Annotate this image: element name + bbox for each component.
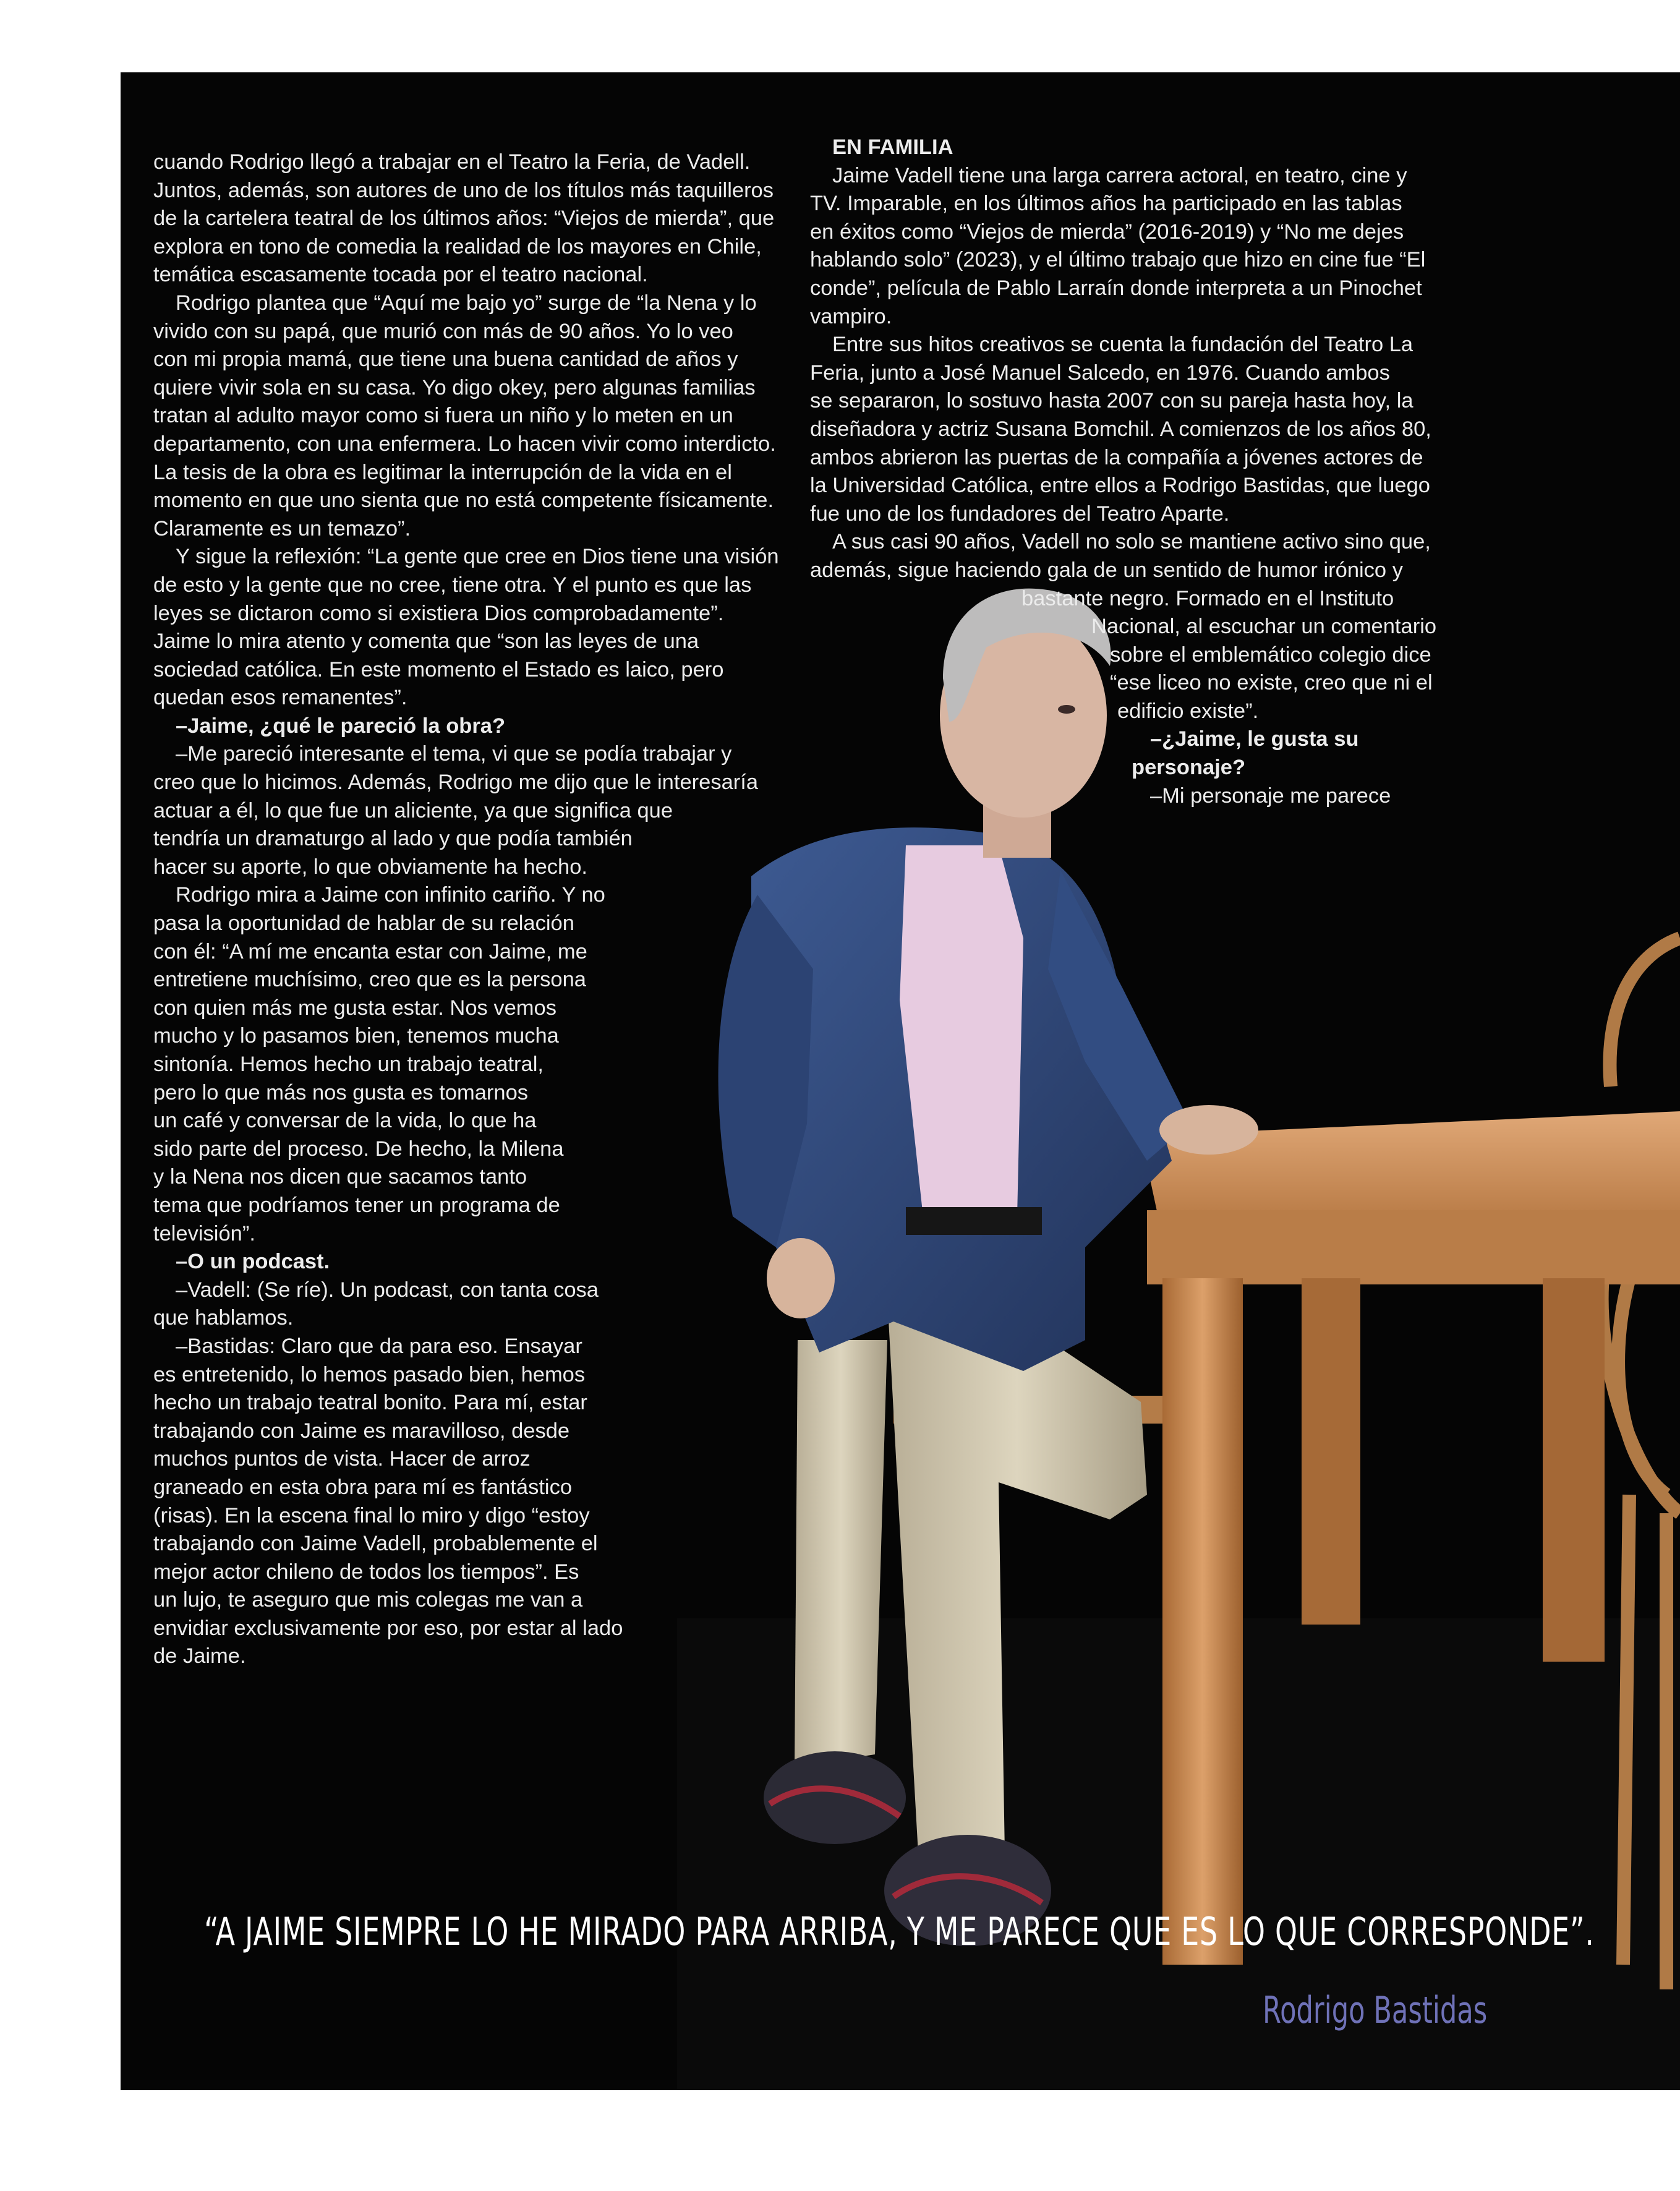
text-line: Nacional, al escuchar un comentario: [1091, 615, 1437, 639]
text-line: diseñadora y actriz Susana Bomchil. A comienzos de los años 80,: [810, 417, 1431, 441]
text-line: es entretenido, lo hemos pasado bien, hemos: [153, 1362, 586, 1386]
text-line: TV. Imparable, en los últimos años ha participado en las tablas: [810, 192, 1402, 216]
text-line: departamento, con una enfermera. Lo hacen vivir como interdicto.: [153, 432, 776, 456]
text-line: Y sigue la reflexión: “La gente que cree en Dios tiene una visión: [176, 545, 779, 569]
text-line: momento en que uno sienta que no está competente físicamente.: [153, 489, 774, 513]
text-line: mejor actor chileno de todos los tiempos”. Es: [153, 1560, 579, 1584]
text-line: en éxitos como “Viejos de mierda” (2016-2019) y “No me dejes: [810, 220, 1404, 244]
text-line: sintonía. Hemos hecho un trabajo teatral,: [153, 1053, 544, 1076]
text-line: Jaime Vadell tiene una larga carrera actoral, en teatro, cine y: [832, 163, 1407, 187]
text-line: –Bastidas: Claro que da para eso. Ensayar: [176, 1334, 582, 1358]
text-line: leyes se dictaron como si existiera Dios comprobadamente”.: [153, 601, 724, 625]
text-line: trabajando con Jaime Vadell, probablemente el: [153, 1532, 598, 1556]
text-line: hacer su aporte, lo que obviamente ha hecho.: [153, 855, 587, 879]
text-line: hablando solo” (2023), y el último trabajo que hizo en cine fue “El: [810, 248, 1426, 272]
interview-question: personaje?: [1132, 756, 1246, 780]
text-line: Feria, junto a José Manuel Salcedo, en 1976. Cuando ambos: [810, 361, 1390, 385]
text-line: quiere vivir sola en su casa. Yo digo okey, pero algunas familias: [153, 375, 756, 399]
text-line: que hablamos.: [153, 1306, 294, 1330]
text-line: entretiene muchísimo, creo que es la persona: [153, 968, 586, 992]
text-line: envidiar exclusivamente por eso, por estar al lado: [153, 1616, 623, 1640]
text-line: con él: “A mí me encanta estar con Jaime, me: [153, 939, 587, 963]
text-line: y la Nena nos dicen que sacamos tanto: [153, 1165, 527, 1189]
text-line: con mi propia mamá, que tiene una buena cantidad de años y: [153, 348, 738, 372]
interview-question: –¿Jaime, le gusta su: [1150, 727, 1359, 751]
text-line: graneado en esta obra para mí es fantástico: [153, 1475, 573, 1499]
text-line: de la cartelera teatral de los últimos años: “Viejos de mierda”, que: [153, 207, 775, 231]
text-line: “ese liceo no existe, creo que ni el: [1110, 671, 1433, 695]
text-line: con quien más me gusta estar. Nos vemos: [153, 996, 556, 1020]
article-column-right: [810, 134, 1436, 810]
text-line: Claramente es un temazo”.: [153, 516, 411, 540]
text-line: de esto y la gente que no cree, tiene otra. Y el punto es que las: [153, 573, 752, 597]
text-line: de Jaime.: [153, 1644, 246, 1668]
quote-author: Rodrigo Bastidas: [1263, 1989, 1488, 2032]
text-line: Rodrigo mira a Jaime con infinito cariño. Y no: [176, 883, 605, 907]
text-line: A sus casi 90 años, Vadell no solo se mantiene activo sino que,: [832, 530, 1431, 554]
photo-panel: [121, 72, 1680, 2090]
text-line: pero lo que más nos gusta es tomarnos: [153, 1080, 529, 1104]
text-line: –Me pareció interesante el tema, vi que se podía trabajar y: [176, 742, 732, 766]
text-line: sociedad católica. En este momento el Estado es laico, pero: [153, 657, 724, 681]
text-line: un lujo, te aseguro que mis colegas me van a: [153, 1588, 583, 1612]
text-line: sobre el emblemático colegio dice: [1110, 643, 1431, 667]
text-line: vampiro.: [810, 304, 892, 328]
text-line: temática escasamente tocada por el teatro nacional.: [153, 263, 648, 287]
text-line: creo que lo hicimos. Además, Rodrigo me dijo que le interesaría: [153, 771, 759, 795]
text-line: tema que podríamos tener un programa de: [153, 1193, 560, 1217]
text-line: hecho un trabajo teatral bonito. Para mí, estar: [153, 1391, 587, 1415]
text-line: Jaime lo mira atento y comenta que “son las leyes de una: [153, 630, 699, 654]
text-line: –Mi personaje me parece: [1150, 784, 1391, 808]
text-line: explora en tono de comedia la realidad de los mayores en Chile,: [153, 234, 762, 258]
text-line: sido parte del proceso. De hecho, la Milena: [153, 1137, 564, 1161]
text-line: –Vadell: (Se ríe). Un podcast, con tanta cosa: [176, 1278, 599, 1302]
text-line: Entre sus hitos creativos se cuenta la fundación del Teatro La: [832, 333, 1414, 357]
text-line: tratan al adulto mayor como si fuera un niño y lo meten en un: [153, 404, 733, 428]
text-line: bastante negro. Formado en el Instituto: [1021, 586, 1394, 610]
text-line: actuar a él, lo que fue un aliciente, ya que significa que: [153, 798, 673, 822]
text-line: vivido con su papá, que murió con más de 90 años. Yo lo veo: [153, 319, 733, 343]
text-line: quedan esos remanentes”.: [153, 686, 407, 710]
text-line: televisión”.: [153, 1221, 255, 1245]
text-line: cuando Rodrigo llegó a trabajar en el Teatro la Feria, de Vadell.: [153, 150, 751, 174]
text-line: muchos puntos de vista. Hacer de arroz: [153, 1447, 531, 1471]
text-line: mucho y lo pasamos bien, tenemos mucha: [153, 1024, 559, 1048]
text-line: La tesis de la obra es legitimar la interrupción de la vida en el: [153, 460, 732, 484]
text-line: trabajando con Jaime es maravilloso, desde: [153, 1419, 570, 1443]
text-line: además, sigue haciendo gala de un sentido de humor irónico y: [810, 558, 1403, 582]
text-line: pasa la oportunidad de hablar de su relación: [153, 912, 574, 936]
text-line: edificio existe”.: [1117, 699, 1259, 723]
text-line: ambos abrieron las puertas de la compañía a jóvenes actores de: [810, 445, 1423, 469]
text-line: Juntos, además, son autores de uno de los títulos más taquilleros: [153, 178, 774, 202]
text-line: la Universidad Católica, entre ellos a Rodrigo Bastidas, que luego: [810, 474, 1430, 498]
interview-question: –O un podcast.: [176, 1250, 330, 1274]
interview-question: –Jaime, ¿qué le pareció la obra?: [176, 714, 506, 738]
text-line: conde”, película de Pablo Larraín donde interpreta a un Pinochet: [810, 276, 1422, 300]
section-heading: EN FAMILIA: [832, 135, 953, 159]
text-line: se separaron, lo sostuvo hasta 2007 con su pareja hasta hoy, la: [810, 389, 1414, 413]
pull-quote: “A JAIME SIEMPRE LO HE MIRADO PARA ARRIBA, Y ME PARECE QUE ES LO QUE CORRESPONDE”.: [204, 1909, 1595, 1954]
text-line: (risas). En la escena final lo miro y digo “estoy: [153, 1503, 590, 1527]
text-line: fue uno de los fundadores del Teatro Aparte.: [810, 502, 1230, 526]
text-line: Rodrigo plantea que “Aquí me bajo yo” surge de “la Nena y lo: [176, 291, 757, 315]
text-line: un café y conversar de la vida, lo que ha: [153, 1109, 537, 1133]
text-line: tendría un dramaturgo al lado y que podía también: [153, 827, 633, 851]
article-column-left: [153, 148, 779, 1671]
